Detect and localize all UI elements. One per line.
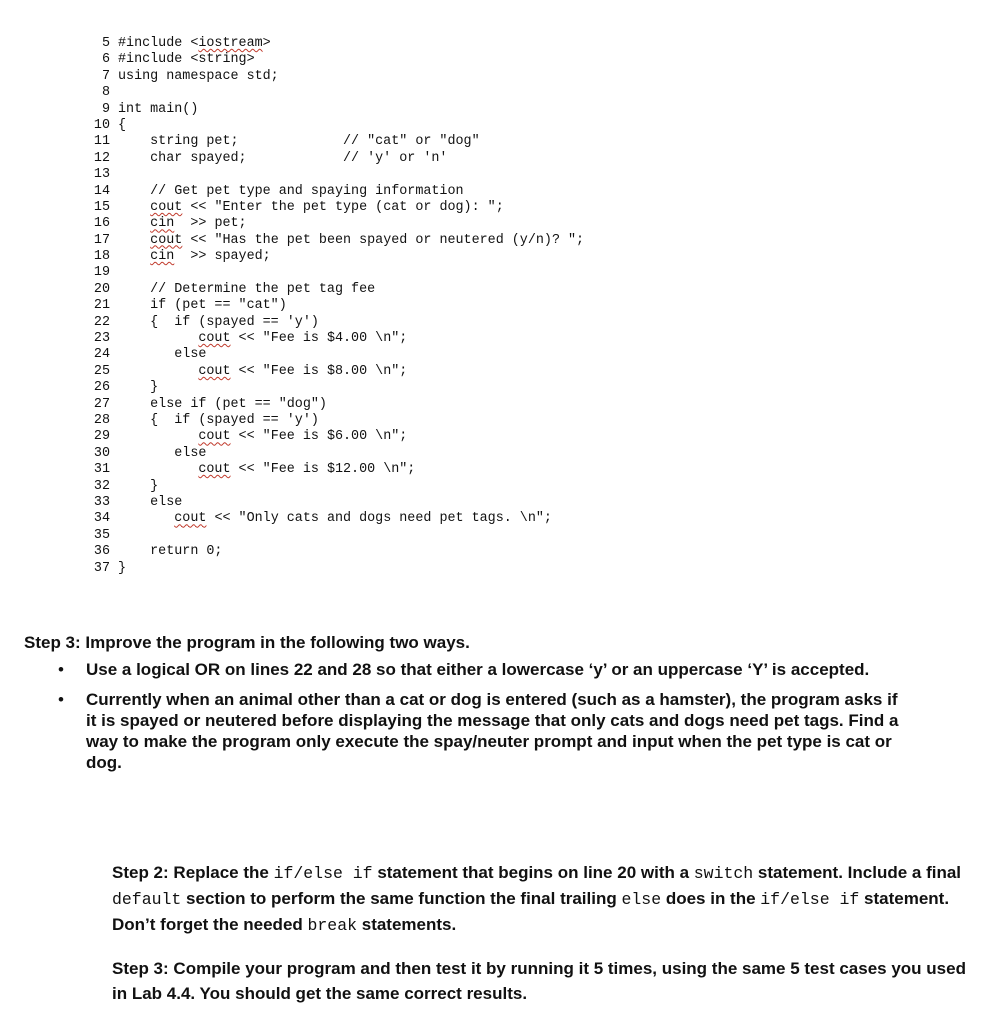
spellcheck-flagged-word: iostream bbox=[198, 36, 263, 51]
code-line bbox=[82, 561, 584, 577]
step3-section bbox=[24, 632, 904, 782]
code-text bbox=[118, 249, 271, 265]
step2-text: section to perform the same function the final trailing bbox=[181, 889, 622, 908]
line-number: 18 bbox=[93, 249, 110, 265]
line-number: 11 bbox=[93, 134, 110, 150]
code-text bbox=[118, 36, 271, 52]
bullet-icon: • bbox=[58, 660, 64, 679]
code-text bbox=[118, 544, 222, 560]
code-text bbox=[118, 495, 182, 511]
code-segment: // Get pet type and spaying information bbox=[118, 183, 464, 199]
line-number: 15 bbox=[93, 199, 110, 215]
code-text bbox=[118, 397, 327, 413]
step2-text: does in the bbox=[661, 889, 761, 908]
code-segment: >> spayed; bbox=[174, 249, 271, 265]
step3-intro: Improve the program in the following two ways. bbox=[80, 633, 470, 652]
line-number: 14 bbox=[93, 183, 110, 199]
code-term: switch bbox=[693, 864, 754, 883]
code-text bbox=[118, 216, 247, 232]
code-line bbox=[82, 85, 584, 101]
code-text bbox=[118, 102, 198, 118]
step2-text: Replace the bbox=[168, 863, 274, 882]
code-text bbox=[118, 69, 279, 85]
code-line bbox=[82, 315, 584, 331]
code-text bbox=[118, 413, 319, 429]
code-line bbox=[82, 446, 584, 462]
line-number: 12 bbox=[93, 150, 110, 166]
code-line bbox=[82, 216, 584, 232]
line-number: 8 bbox=[101, 85, 110, 101]
code-segment: #include <string> bbox=[118, 52, 255, 68]
code-text bbox=[118, 184, 464, 200]
code-text bbox=[118, 347, 206, 363]
code-text bbox=[118, 200, 504, 216]
step2-text: statement. Don’t forget the needed bbox=[112, 889, 950, 934]
line-number: 29 bbox=[93, 429, 110, 445]
code-segment bbox=[118, 462, 198, 477]
spellcheck-flagged-word: cout bbox=[150, 232, 183, 248]
code-line bbox=[82, 380, 584, 396]
line-number: 23 bbox=[93, 331, 110, 347]
spellcheck-flagged-word: cout bbox=[150, 199, 183, 215]
code-line bbox=[82, 544, 584, 560]
code-line bbox=[82, 282, 584, 298]
step2-label: Step 2: bbox=[112, 863, 169, 882]
code-term: if/else if bbox=[273, 864, 373, 883]
code-segment: << "Has the pet been spayed or neutered (y/n)? "; bbox=[182, 232, 585, 248]
line-number: 24 bbox=[93, 347, 110, 363]
code-text bbox=[118, 52, 255, 68]
step2-text: statement. Include a final bbox=[753, 863, 962, 882]
code-line bbox=[82, 36, 584, 52]
code-segment: << "Fee is $8.00 \n"; bbox=[230, 363, 408, 379]
code-segment: using namespace std; bbox=[118, 68, 279, 84]
line-number: 20 bbox=[93, 281, 110, 297]
code-text bbox=[118, 298, 287, 314]
line-number: 6 bbox=[101, 52, 110, 68]
code-segment: else bbox=[118, 494, 183, 510]
code-segment: << "Enter the pet type (cat or dog): "; bbox=[182, 199, 504, 215]
code-text bbox=[118, 233, 584, 249]
code-segment bbox=[118, 331, 198, 346]
line-number: 37 bbox=[93, 560, 110, 576]
code-segment: char spayed; // 'y' or 'n' bbox=[118, 150, 448, 166]
code-line bbox=[82, 413, 584, 429]
spellcheck-flagged-word: cout bbox=[198, 363, 231, 379]
code-segment bbox=[118, 200, 150, 215]
code-line bbox=[82, 134, 584, 150]
code-segment: // Determine the pet tag fee bbox=[118, 281, 376, 297]
code-text bbox=[118, 151, 447, 167]
code-text bbox=[118, 462, 415, 478]
line-number: 16 bbox=[93, 216, 110, 232]
line-number: 31 bbox=[93, 462, 110, 478]
code-line bbox=[82, 495, 584, 511]
step3-compile-label: Step 3: bbox=[112, 959, 169, 978]
line-number: 25 bbox=[93, 363, 110, 379]
code-segment: { if (spayed == 'y') bbox=[118, 314, 319, 330]
line-number: 28 bbox=[93, 412, 110, 428]
code-line bbox=[82, 347, 584, 363]
code-listing bbox=[82, 36, 584, 577]
code-segment bbox=[118, 364, 198, 379]
code-line bbox=[82, 167, 584, 183]
code-line bbox=[82, 52, 584, 68]
code-line bbox=[82, 462, 584, 478]
code-line bbox=[82, 265, 584, 281]
code-term: default bbox=[112, 890, 182, 909]
code-line bbox=[82, 397, 584, 413]
code-line bbox=[82, 69, 584, 85]
code-segment: string pet; // "cat" or "dog" bbox=[118, 134, 480, 150]
code-segment: << "Fee is $4.00 \n"; bbox=[230, 331, 408, 347]
code-segment: else bbox=[118, 347, 207, 363]
line-number: 19 bbox=[93, 265, 110, 281]
code-text bbox=[118, 118, 126, 134]
step3-compile-paragraph bbox=[112, 956, 972, 1006]
code-segment: { if (spayed == 'y') bbox=[118, 412, 319, 428]
line-number: 32 bbox=[93, 478, 110, 494]
code-segment: int main() bbox=[118, 101, 199, 117]
spellcheck-flagged-word: cout bbox=[198, 331, 231, 347]
code-text bbox=[118, 134, 480, 150]
code-line bbox=[82, 200, 584, 216]
code-line bbox=[82, 528, 584, 544]
line-number: 36 bbox=[93, 544, 110, 560]
code-segment: return 0; bbox=[118, 544, 223, 560]
step2-paragraph bbox=[112, 860, 972, 938]
code-line bbox=[82, 364, 584, 380]
code-line bbox=[82, 151, 584, 167]
code-text bbox=[118, 282, 375, 298]
code-segment: << "Only cats and dogs need pet tags. \n"; bbox=[206, 511, 552, 527]
spellcheck-flagged-word: cin bbox=[150, 249, 175, 265]
bullet-text: Currently when an animal other than a cat or dog is entered (such as a hamster), the program asks if it is spayed or neutered before displaying the message that only cats and dogs need pet tags. Find a way to make the program only execute the spay/neuter prompt and input when the pet type is cat or dog. bbox=[86, 690, 899, 772]
line-number: 35 bbox=[93, 527, 110, 543]
line-number: 30 bbox=[93, 445, 110, 461]
line-number: 26 bbox=[93, 380, 110, 396]
line-number: 22 bbox=[93, 314, 110, 330]
code-text bbox=[118, 479, 158, 495]
line-number: 10 bbox=[93, 117, 110, 133]
step2-text: statement that begins on line 20 with a bbox=[372, 863, 694, 882]
code-segment: } bbox=[118, 380, 159, 396]
line-number: 34 bbox=[93, 511, 110, 527]
step3-compile-text: Compile your program and then test it by running it 5 times, using the same 5 test cases you used in Lab 4.4. You should get the same correct results. bbox=[112, 959, 966, 1003]
code-segment bbox=[118, 429, 198, 444]
code-segment: } bbox=[118, 560, 127, 576]
code-line bbox=[82, 118, 584, 134]
line-number: 17 bbox=[93, 232, 110, 248]
line-number: 9 bbox=[101, 101, 110, 117]
step2-text: statements. bbox=[357, 915, 457, 934]
code-term: if/else if bbox=[760, 890, 860, 909]
code-line bbox=[82, 331, 584, 347]
code-segment: #include < bbox=[118, 36, 199, 51]
code-text bbox=[118, 561, 126, 577]
code-segment: else bbox=[118, 445, 207, 461]
instructions-box bbox=[112, 860, 972, 1024]
code-line bbox=[82, 102, 584, 118]
spellcheck-flagged-word: cin bbox=[150, 216, 175, 232]
code-term: else bbox=[621, 890, 662, 909]
line-number: 7 bbox=[101, 68, 110, 84]
code-text bbox=[118, 331, 407, 347]
spellcheck-flagged-word: cout bbox=[174, 511, 207, 527]
step3-heading bbox=[24, 632, 904, 653]
code-segment: { bbox=[118, 117, 127, 133]
code-segment bbox=[118, 233, 150, 248]
code-line bbox=[82, 298, 584, 314]
line-number: 5 bbox=[101, 36, 110, 51]
line-number: 33 bbox=[93, 494, 110, 510]
code-line bbox=[82, 184, 584, 200]
code-segment: << "Fee is $6.00 \n"; bbox=[230, 429, 408, 445]
list-item bbox=[24, 689, 904, 773]
bullet-text: Use a logical OR on lines 22 and 28 so that either a lowercase ‘y’ or an uppercase ‘Y’ is accepted. bbox=[86, 660, 870, 679]
code-text bbox=[118, 429, 407, 445]
code-segment: > bbox=[262, 36, 271, 51]
code-term: break bbox=[307, 916, 358, 935]
code-segment bbox=[118, 216, 150, 231]
bullet-icon: • bbox=[58, 690, 64, 709]
code-text bbox=[118, 315, 319, 331]
step3-label: Step 3: bbox=[24, 633, 81, 652]
code-text bbox=[118, 511, 552, 527]
code-text bbox=[118, 380, 158, 396]
code-line bbox=[82, 249, 584, 265]
code-line bbox=[82, 429, 584, 445]
code-line bbox=[82, 511, 584, 527]
code-segment: else if (pet == "dog") bbox=[118, 396, 327, 412]
code-segment bbox=[118, 511, 174, 526]
code-text bbox=[118, 446, 206, 462]
code-text bbox=[118, 364, 407, 380]
code-segment: } bbox=[118, 478, 159, 494]
list-item bbox=[24, 659, 904, 680]
code-line bbox=[82, 479, 584, 495]
step3-bullet-list bbox=[24, 659, 904, 773]
line-number: 21 bbox=[93, 298, 110, 314]
code-segment: >> pet; bbox=[174, 216, 247, 232]
spellcheck-flagged-word: cout bbox=[198, 462, 231, 478]
code-segment: if (pet == "cat") bbox=[118, 298, 287, 314]
spellcheck-flagged-word: cout bbox=[198, 429, 231, 445]
code-line bbox=[82, 233, 584, 249]
line-number: 27 bbox=[93, 396, 110, 412]
code-segment bbox=[118, 249, 150, 264]
code-segment: << "Fee is $12.00 \n"; bbox=[230, 462, 416, 478]
line-number: 13 bbox=[93, 167, 110, 183]
